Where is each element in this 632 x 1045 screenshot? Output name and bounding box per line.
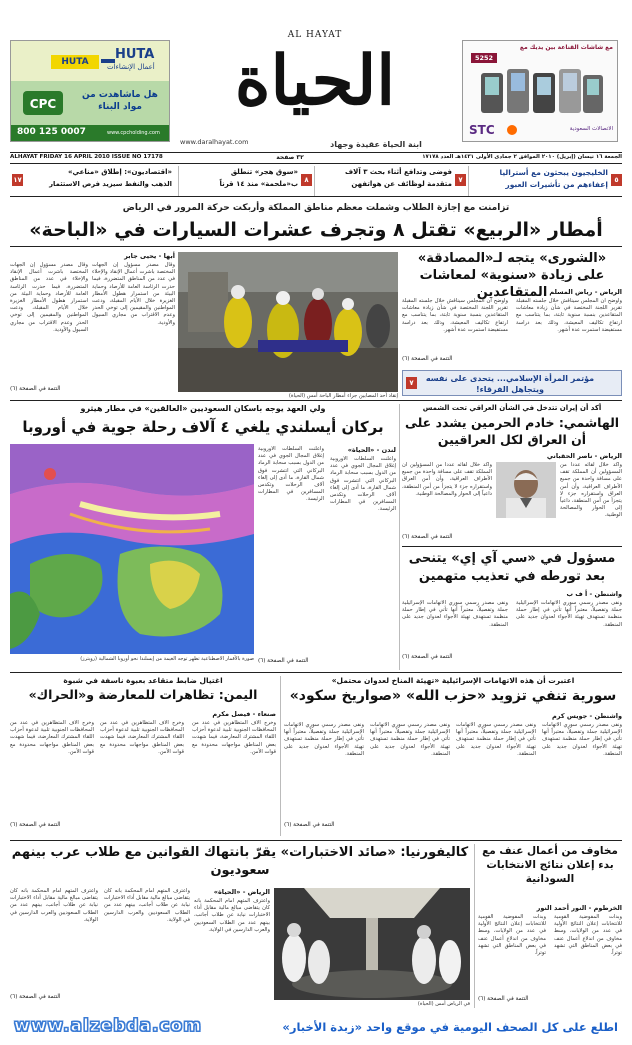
yemen-text-col-3: وخرج آلاف المتظاهرين في عدد من المحافظات الجنوبية تلبية لدعوة أحزاب اللقاء المشترك المعارضة، فيما شهدت بعض المناطق مواجهات محدودة مع قوات الأمن.: [10, 720, 94, 755]
hashemi-text-col-1: وأكد خلال لقائه عدداً من المسؤولين أن المملكة تقف على مسافة واحدة من جميع الأطراف العراقية، وأن أمن العراق واستقراره جزء لا يتجزأ من أمن المنطقة، داعياً إلى الحوار والمصالحة الوطنية.: [560, 462, 622, 519]
column-divider: [399, 404, 400, 670]
yemen-continued[interactable]: التتمة في الصفحة (٦): [10, 822, 61, 828]
teaser-page: ٥: [611, 174, 622, 186]
volcano-story: [10, 404, 396, 670]
teaser-text: الذهب والنفط سيزيد فرص الاستثمار: [49, 180, 172, 188]
syria-kicker: اعتبرت أن هذه الاتهامات الإسرائيلية «تهيئة المناخ لعدوان محتمل»: [331, 676, 575, 685]
teaser-label: فوضى وتدافع أثناء بحث ٣ آلاف: [345, 168, 452, 176]
volcano-kicker: ولي العهد يوجه باسكان السعوديين «العالقين» في مطار هيثرو: [80, 404, 326, 413]
dateline-right: الجمعة ١٦ نيسان (إبريل) ٢٠١٠ الموافق ٢ جمادى الأولى ١٤٣١هـ العدد ١٧١٧٨: [422, 154, 622, 160]
teaser-2[interactable]: [182, 166, 312, 196]
cia-continued[interactable]: التتمة في الصفحة (٦): [402, 654, 453, 660]
column-divider-2: [280, 676, 281, 836]
dateline-left: ALHAYAT FRIDAY 16 APRIL 2010 ISSUE NO 17178: [10, 154, 163, 160]
sudan-headline: مخاوف من أعمال عنف مع بدء إعلان نتائج الانتخابات السودانية: [482, 845, 618, 885]
cia-text-col-1: ونفى مصدر رسمي سوري الاتهامات الإسرائيلية جملة وتفصيلاً، معتبراً أنها تأتي في إطار حملة منظمة تستهدف تهيئة الأجواء لعدوان جديد على المنطقة.: [516, 600, 622, 628]
cpc-logo-text: CPC: [29, 97, 57, 111]
lead-text-col-1: وقال مصدر مسؤول إن الجهات المختصة باشرت أعمال الإنقاذ والإخلاء في عدد من المناطق المتضررة، فيما حذرت الرئاسة العامة للأرصاد وحماية البيئة من استمرار هطول الأمطار الغزيرة خلال الأيام المقبلة، ودعت المواطنين والمقيمين إلى توخي الحذر وعدم الاقتراب من مجاري السيول والأودية.: [92, 262, 175, 326]
syria-headline: سورية تنفي تزويد «حزب الله» «صواريخ سكود»: [289, 688, 617, 704]
teaser-4[interactable]: [472, 166, 622, 196]
lead-headline: أمطار «الربيع» تقتل ٨ وتجرف عشرات السيارات في «الباحة»: [29, 219, 603, 241]
california-headline: كاليفورنيا: «صائد الاختبارات» يقرّ بانتهاك القوانين مع طلاب عرب بينهم سعوديون: [11, 845, 469, 878]
sudan-text-col-2: وبدأت المفوضية القومية للانتخابات إعلان النتائج الأولية في عدد من الولايات، وسط مخاوف من اندلاع أعمال عنف في بعض المناطق التي تشهد توتراً.: [478, 914, 546, 957]
stc-logo-dot: [507, 125, 517, 135]
website: www.daralhayat.com: [180, 138, 249, 146]
ad-right-headline: مع شاشات القناعة بين يديك مع: [519, 44, 613, 51]
huta-stripe: [101, 59, 115, 63]
sudan-story: [478, 844, 622, 1008]
cpc-logo-shape: [21, 89, 65, 117]
teaser-page: ٧: [455, 174, 466, 186]
california-story: [10, 844, 470, 1008]
syria-text-col-1: ونفى مصدر رسمي سوري الاتهامات الإسرائيلية جملة وتفصيلاً، معتبراً أنها تأتي في إطار حملة منظمة تستهدف تهيئة الأجواء لعدوان جديد على المنطقة.: [542, 722, 622, 757]
hashemi-headline: الهاشمي: خادم الحرمين يشدد على أن العراق لكل العراقيين: [404, 415, 620, 447]
teaser-3[interactable]: [318, 166, 466, 196]
syria-byline: واشنطن - جويس كرم: [552, 712, 622, 720]
ad-web: www.cpcholding.com: [107, 130, 160, 136]
shura-headline: «الشورى» يتجه لـ«المصادقة» على زيادة «سنوية» لمعاشات المتقاعدين: [417, 251, 607, 300]
huta-logo: HUTA: [51, 55, 99, 69]
footer-site[interactable]: www.alzebda.com: [14, 1016, 202, 1036]
volcano-continued[interactable]: التتمة في الصفحة (٦): [258, 658, 309, 664]
phones-icon: [477, 67, 607, 115]
yemen-kicker: اغتيال ضابط متقاعد بعبوة ناسفة في شبوة: [63, 676, 223, 685]
phones-illustration: [477, 67, 607, 115]
graduation-photo: [274, 888, 470, 1000]
syria-continued[interactable]: التتمة في الصفحة (٦): [284, 822, 335, 828]
column-divider-3: [474, 844, 475, 1008]
teaser-divider: [178, 166, 179, 196]
dateline-center: ٣٢ صفحة: [276, 154, 304, 161]
hashemi-story: [402, 404, 622, 544]
yemen-text-col-2: وخرج آلاف المتظاهرين في عدد من المحافظات الجنوبية تلبية لدعوة أحزاب اللقاء المشترك المعارضة، فيما شهدت بعض المناطق مواجهات محدودة مع قوات الأمن.: [100, 720, 184, 755]
ad-left-top: [11, 41, 169, 81]
footer-tagline: اطلع على كل الصحف اليومية في موقع واحد «زبدة الأخبار»: [282, 1020, 618, 1034]
ad-right[interactable]: [462, 40, 618, 142]
cpc-logo: [21, 89, 65, 117]
huta-brand: HUTA: [115, 47, 155, 62]
california-text-col-3: واعترف المتهم أمام المحكمة بأنه كان يتقاضى مبالغ مالية مقابل أداء الاختبارات نيابة عن طلاب أجانب، بينهم عدد من الطلاب السعوديين والعرب الدارسين في الولاية.: [10, 888, 98, 923]
ad-left-middle: [11, 81, 169, 125]
shura-story: [402, 250, 622, 368]
volcano-byline: لندن - «الحياة»: [347, 446, 396, 454]
brand-latin: AL HAYAT: [287, 30, 343, 40]
california-photo-caption: في الرياض أمس (الحياة): [417, 1001, 470, 1007]
volcano-map-caption: صورة بالأقمار الاصطناعية تظهر توجه الغيمة من إيسلندا نحو أوروبا الشمالية (رويترز): [80, 656, 254, 662]
sudan-continued[interactable]: التتمة في الصفحة (٦): [478, 996, 529, 1002]
hashemi-rule: [402, 546, 622, 547]
california-continued[interactable]: التتمة في الصفحة (٦): [10, 994, 61, 1000]
teaser-text: ب«ملحمة» منذ ١٤ قرناً: [219, 180, 298, 188]
california-byline: الرياض - «الحياة»: [213, 888, 270, 896]
hashemi-photo: [496, 462, 556, 518]
satellite-map: [10, 444, 254, 654]
volcano-headline: بركان أيسلندي يلغي ٤ آلاف رحلة جوية في أوروبا: [22, 418, 384, 436]
ad-left[interactable]: [10, 40, 170, 142]
teaser-text: متقدمة لوظائف عن هواتفهن: [351, 180, 452, 188]
yemen-text-col-1: وخرج آلاف المتظاهرين في عدد من المحافظات الجنوبية تلبية لدعوة أحزاب اللقاء المشترك المعارضة، فيما شهدت بعض المناطق مواجهات محدودة مع قوات الأمن.: [192, 720, 276, 755]
section-rule-3: [10, 840, 622, 841]
teaser-1[interactable]: [10, 166, 176, 196]
ad-phone: 800 125 0007: [17, 127, 86, 137]
sudan-byline: الخرطوم - النور أحمد النور: [536, 904, 622, 912]
stc-arabic: الاتصالات السعودية: [569, 126, 613, 132]
brand-arabic: الحياة: [234, 41, 396, 121]
shura-text-col-1: وأوضح أن المجلس سيناقش خلال جلسته المقبلة تقرير اللجنة المختصة في شأن زيادة معاشات المتقاعدين بنسبة سنوية ثابتة، بما يتناسب مع ارتفاع تكاليف المعيشة، وذلك بعد دراسة مستفيضة استمرت عدة أشهر.: [516, 298, 622, 333]
lead-photo: [178, 252, 398, 392]
shura-text-col-2: وأوضح أن المجلس سيناقش خلال جلسته المقبلة تقرير اللجنة المختصة في شأن زيادة معاشات المتقاعدين بنسبة سنوية ثابتة، بما يتناسب مع ارتفاع تكاليف المعيشة، وذلك بعد دراسة مستفيضة استمرت عدة أشهر.: [402, 298, 508, 333]
teaser-bar: [10, 163, 622, 197]
women-box[interactable]: [402, 370, 622, 396]
syria-text-col-3: ونفى مصدر رسمي سوري الاتهامات الإسرائيلية جملة وتفصيلاً، معتبراً أنها تأتي في إطار حملة منظمة تستهدف تهيئة الأجواء لعدوان جديد على المنطقة.: [370, 722, 450, 757]
women-page: ٧: [406, 377, 417, 389]
cia-headline: مسؤول في «سي آي إي» يتنحى بعد تورطه في تعذيب متهمين: [408, 551, 616, 584]
teaser-divider: [314, 166, 315, 196]
shura-byline: الرياض - رياض المسلم: [549, 288, 622, 296]
section-rule-2: [10, 672, 622, 673]
cia-text-col-2: ونفى مصدر رسمي سوري الاتهامات الإسرائيلية جملة وتفصيلاً، معتبراً أنها تأتي في إطار حملة منظمة تستهدف تهيئة الأجواء لعدوان جديد على المنطقة.: [402, 600, 508, 628]
syria-text-col-2: ونفى مصدر رسمي سوري الاتهامات الإسرائيلية جملة وتفصيلاً، معتبراً أنها تأتي في إطار حملة منظمة تستهدف تهيئة الأجواء لعدوان جديد على المنطقة.: [456, 722, 536, 757]
women-headline: مؤتمر المرأة الإسلامي... يتحدى على نفسه ويتجاهل الفرقاء!: [425, 374, 595, 394]
lead-continued[interactable]: التتمة في الصفحة (٦): [10, 386, 61, 392]
footer-banner[interactable]: [0, 1012, 632, 1045]
hashemi-kicker: أكد أن إيران تتدخل في الشأن العراقي تحت الشمس: [422, 404, 602, 412]
california-text-col-1: واعترف المتهم أمام المحكمة بأنه كان يتقاضى مبالغ مالية مقابل أداء الاختبارات نيابة عن طلاب أجانب، بينهم عدد من الطلاب السعوديين والعرب الدارسين في الولاية.: [194, 898, 270, 933]
hashemi-byline: الرياض - ناصر الحقباني: [546, 452, 622, 460]
huta-brand-arabic: أعمال الإنشاءات: [107, 63, 155, 71]
ad-left-bottom: [11, 125, 169, 141]
rescue-photo: [178, 252, 398, 392]
masthead-rule: [10, 152, 622, 153]
syria-text-col-4: ونفى مصدر رسمي سوري الاتهامات الإسرائيلية جملة وتفصيلاً، معتبراً أنها تأتي في إطار حملة منظمة تستهدف تهيئة الأجواء لعدوان جديد على المنطقة.: [284, 722, 364, 757]
teaser-label: الخليجيون يبحثون مع أستراليا: [499, 168, 608, 177]
lead-rule: [10, 246, 622, 247]
syria-story: [284, 676, 622, 836]
california-text-col-2: واعترف المتهم أمام المحكمة بأنه كان يتقاضى مبالغ مالية مقابل أداء الاختبارات نيابة عن طلاب أجانب، بينهم عدد من الطلاب السعوديين والعرب الدارسين في الولاية.: [104, 888, 190, 923]
teaser-label: «سوق هجر» تنطلق: [230, 168, 298, 176]
teaser-text: إعفاءهم من تأشيرات العبور: [505, 180, 608, 189]
teaser-divider: [468, 166, 469, 196]
california-photo: [274, 888, 470, 1000]
lead-photo-caption: إنقاذ أحد المصابين جراء أمطار الباحة أمس (الحياة): [288, 393, 398, 399]
cia-byline: واشنطن - أ ف ب: [566, 590, 622, 598]
hashemi-text-col-2: وأكد خلال لقائه عدداً من المسؤولين أن المملكة تقف على مسافة واحدة من جميع الأطراف العراقية، وأن أمن العراق واستقراره جزء لا يتجزأ من أمن المنطقة، داعياً إلى الحوار والمصالحة الوطنية.: [402, 462, 492, 497]
volcano-text-col-2: وأعلنت السلطات الأوروبية إغلاق المجال الجوي في عدد من الدول بسبب سحابة الرماد البركاني التي انتشرت فوق شمال القارة، ما أدى إلى إلغاء آلاف الرحلات وتكدس المسافرين في المطارات الرئيسة.: [258, 446, 324, 503]
lead-kicker: تزامنت مع إجازة الطلاب وشملت معظم مناطق المملكة وأربكت حركة المرور في الرياض: [122, 203, 510, 213]
yemen-byline: صنعاء - فيصل مكرم: [212, 710, 276, 718]
ad-tagline: هل ماشاهدت من مواد البناء: [82, 90, 158, 112]
stc-logo: [469, 121, 539, 139]
ad-right-badge: 5252: [471, 53, 497, 63]
sudan-text-col-1: وبدأت المفوضية القومية للانتخابات إعلان النتائج الأولية في عدد من الولايات، وسط مخاوف من اندلاع أعمال عنف في بعض المناطق التي تشهد توتراً.: [554, 914, 622, 957]
teaser-page: ٨: [301, 174, 312, 186]
section-rule-1: [10, 400, 622, 401]
hashemi-portrait: [496, 462, 556, 518]
yemen-headline: اليمن: تظاهرات للمعارضة و«الحراك»: [28, 687, 258, 702]
lead-byline: أبها - يحيى جابر: [124, 252, 175, 260]
lead-text-col-2: وقال مصدر مسؤول إن الجهات المختصة باشرت أعمال الإنقاذ والإخلاء في عدد من المناطق المتضررة، فيما حذرت الرئاسة العامة للأرصاد وحماية البيئة من استمرار هطول الأمطار الغزيرة خلال الأيام المقبلة، ودعت المواطنين والمقيمين إلى توخي الحذر وعدم الاقتراب من مجاري السيول والأودية.: [10, 262, 88, 333]
shura-continued[interactable]: التتمة في الصفحة (٦): [402, 356, 453, 362]
teaser-page: ١٧: [13, 176, 22, 184]
yemen-story: [10, 676, 276, 836]
teaser-label: «اقتصاديون»: إطلاق «مناعي»: [68, 168, 172, 176]
cia-story: [402, 550, 622, 665]
volcano-text-col-1: وأعلنت السلطات الأوروبية إغلاق المجال الجوي في عدد من الدول بسبب سحابة الرماد البركاني التي انتشرت فوق شمال القارة، ما أدى إلى إلغاء آلاف الرحلات وتكدس المسافرين في المطارات الرئيسة.: [330, 456, 396, 513]
volcano-map: [10, 444, 254, 654]
hashemi-continued[interactable]: التتمة في الصفحة (٦): [402, 534, 453, 540]
stc-logo-text: STC: [469, 123, 495, 137]
masthead: [0, 0, 632, 160]
slogan: ابنة الحياة عقيدة وجهاد: [330, 140, 422, 149]
